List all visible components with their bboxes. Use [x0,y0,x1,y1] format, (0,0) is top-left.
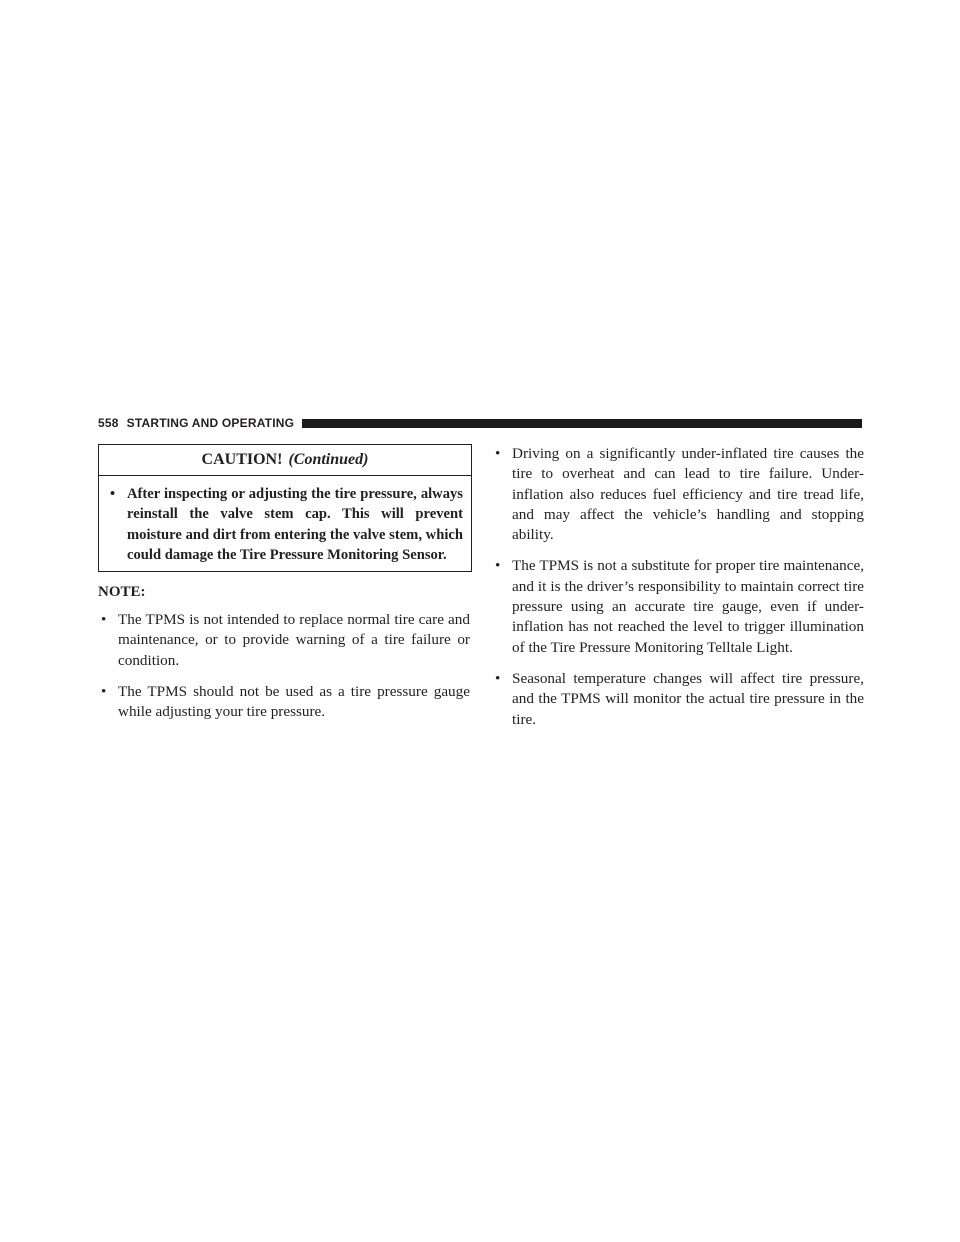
note-item-text: The TPMS should not be used as a tire pressure gauge while adjusting your tire pressure. [118,683,470,721]
right-column [492,444,864,741]
note-item [98,682,470,723]
note-item-text: Driving on a significantly under-inflated tire causes the tire to overheat and can lead to tire failure. Under-inflation also reduces fuel efficiency and tire tread life, and may affect the vehicle’s handling and stopping ability. [512,445,864,544]
caution-box [98,444,472,572]
note-list-right [492,444,864,730]
caution-title: CAUTION! [201,451,283,468]
caution-item [107,484,463,565]
caution-list [107,484,463,565]
note-item [492,556,864,657]
caution-continued: (Continued) [288,451,369,468]
bullet-icon: • [495,557,501,575]
left-column [98,444,470,734]
caution-heading [99,445,471,476]
note-item [492,444,864,545]
note-item-text: The TPMS is not intended to replace normal tire care and maintenance, or to provide warning of a tire failure or condition. [118,611,470,669]
section-title: STARTING AND OPERATING [126,416,295,430]
bullet-icon: • [101,683,107,701]
bullet-icon: • [495,445,501,462]
note-item [98,610,470,671]
bullet-icon: • [495,669,501,687]
page-header [98,414,862,432]
page-number: 558 [98,416,119,430]
caution-item-text: After inspecting or adjusting the tire pressure, always reinstall the valve stem cap. This will prevent moisture and dirt from entering the valve stem, which could damage the Tire Pressure Monitoring Sensor. [127,486,463,563]
note-label: NOTE: [98,584,146,601]
note-item-text: The TPMS is not a substitute for proper tire maintenance, and it is the driver’s responsibility to maintain correct tire pressure using an accurate tire gauge, even if under-inflation has not reached the level to trigger illumination of the Tire Pressure Monitoring Telltale Light. [512,557,864,656]
bullet-icon: • [110,486,116,502]
note-list-left [98,610,470,722]
note-item [492,669,864,730]
header-rule [302,419,862,428]
caution-body [99,476,471,571]
bullet-icon: • [101,611,107,629]
note-item-text: Seasonal temperature changes will affect tire pressure, and the TPMS will monitor the actual tire pressure in the tire. [512,669,864,728]
